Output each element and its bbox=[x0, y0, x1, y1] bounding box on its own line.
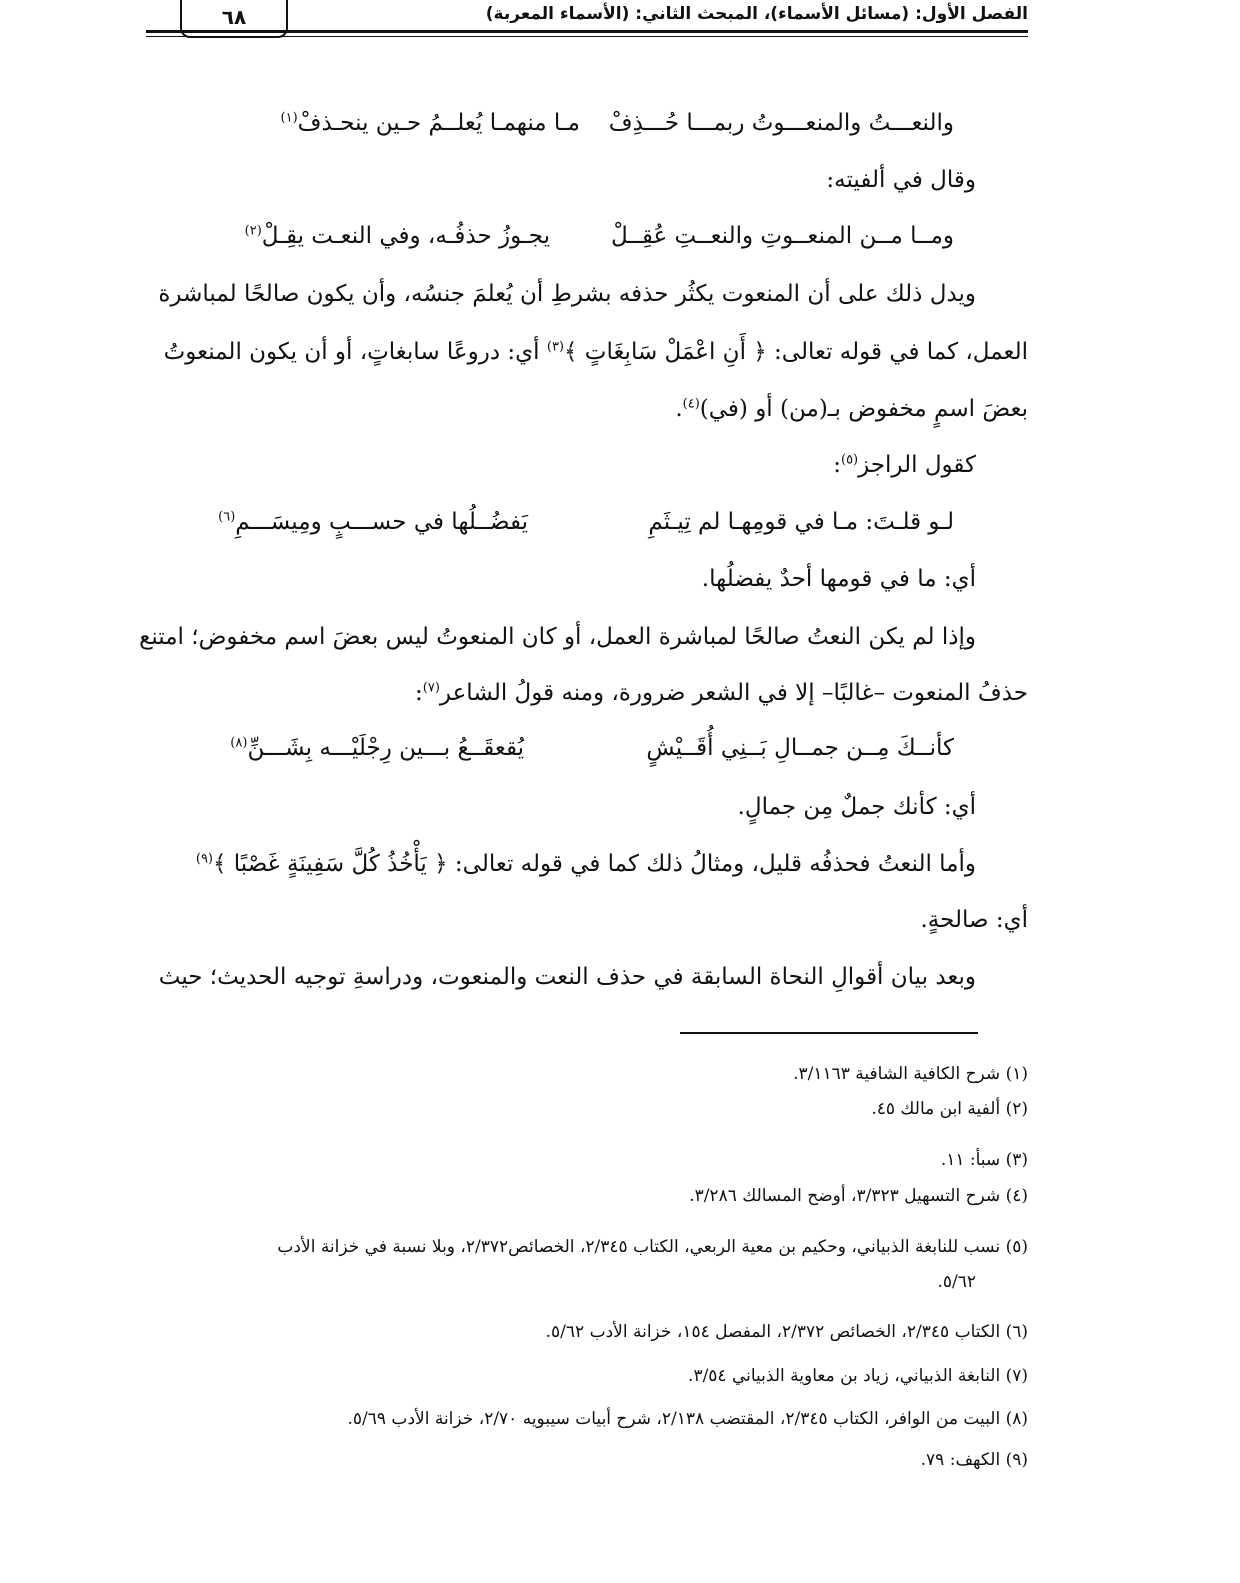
p3-line1: وأما النعتُ فحذفُه قليل، ومثالُ ذلك كما في قوله تعالى: ﴿ يَأْخُذُ كُلَّ سَفِينَةٍ غَصْبًا ﴾$^{(٩)}$ bbox=[195, 851, 976, 877]
footnote-4: (٤) شرح التسهيل ٣/٣٢٣، أوضح المسالك ٣/٢٨٦. bbox=[689, 1186, 1028, 1206]
footnote-1: (١) شرح الكافية الشافية ٣/١١٦٣. bbox=[793, 1064, 1028, 1084]
footnote-ref-9: (٩) bbox=[195, 851, 213, 867]
footnote-3: (٣) سبأ: ١١. bbox=[940, 1150, 1028, 1170]
line-ay-1: أي: ما في قومها أحدٌ يفضلُها. bbox=[701, 566, 976, 592]
p1-line3: بعضَ اسمٍ مخفوض بـ(من) أو (في)$^{(٤)}$. bbox=[675, 396, 1028, 422]
verse3-first-hemistich: لـو قلـتَ: مـا في قومِهـا لم تِيـثَمِ bbox=[648, 509, 954, 535]
p2-line1: وإذا لم يكن النعتُ صالحًا لمباشرة العمل، أو كان المنعوتُ ليس بعضَ اسم مخفوض؛ امتنع bbox=[139, 624, 976, 650]
verse1-second-hemistich: مـا منهمـا يُعلــمُ حـين ينحـذفْ$^{(١)}$ bbox=[280, 110, 580, 136]
p1-line1: ويدل ذلك على أن المنعوت يكثُر حذفه بشرطِ أن يُعلمَ جنسُه، وأن يكون صالحًا لمباشرة bbox=[158, 281, 976, 307]
footnote-ref-7: (٧) bbox=[422, 680, 440, 696]
page-number: ٦٨ bbox=[180, 0, 288, 38]
verse3-second-hemistich: يَفضُــلُها في حســـبٍ ومِيسَـــمِ$^{(٦)}$ bbox=[218, 509, 528, 535]
verse1-first-hemistich: والنعـــتُ والمنعـــوتُ ربمـــا حُـــذِفْ bbox=[608, 110, 954, 136]
footnote-ref-8: (٨) bbox=[230, 735, 248, 751]
footnote-5: (٥) نسب للنابغة الذبياني، وحكيم بن معية الربعي، الكتاب ٢/٣٤٥، الخصائص٢/٣٧٢، وبلا نسبة في خزانة الأدب bbox=[277, 1237, 1028, 1257]
line-ay-2: أي: كأنك جملٌ مِن جمالٍ. bbox=[737, 794, 976, 820]
footnote-2: (٢) ألفية ابن مالك ٤٥. bbox=[871, 1099, 1028, 1119]
footnote-ref-4: (٤) bbox=[682, 396, 700, 412]
verse4-first-hemistich: كأنــكَ مِــن جمــالِ بَــنِي أُقَــيْشٍ bbox=[646, 735, 954, 761]
footnote-7: (٧) النابغة الذبياني، زياد بن معاوية الذبياني ٣/٥٤. bbox=[688, 1366, 1028, 1386]
verse4-second-hemistich: يُقعقَــعُ بـــين رِجْلَيْـــه بِشَـــنِّ$^{(٨)}$ bbox=[230, 735, 524, 761]
footnote-ref-6: (٦) bbox=[218, 509, 236, 525]
p1-line2: العمل، كما في قوله تعالى: ﴿ أَنِ اعْمَلْ سَابِغَاتٍ ﴾$^{(٣)}$ أي: دروعًا سابغاتٍ، أو أن يكون المنعوتُ bbox=[163, 339, 1028, 365]
running-header: الفصل الأول: (مسائل الأسماء)، المبحث الثاني: (الأسماء المعربة) bbox=[485, 4, 1028, 24]
footnote-9: (٩) الكهف: ٧٩. bbox=[920, 1450, 1028, 1470]
header-rule-thick bbox=[146, 30, 1028, 33]
footnote-ref-5: (٥) bbox=[840, 452, 859, 468]
footnote-separator bbox=[680, 1032, 978, 1034]
line-ay-3: أي: صالحةٍ. bbox=[920, 907, 1028, 933]
line-qal: وقال في ألفيته: bbox=[826, 167, 976, 193]
p2-line2: حذفُ المنعوت –غالبًا– إلا في الشعر ضرورة، ومنه قولُ الشاعر$^{(٧)}$: bbox=[415, 680, 1028, 706]
footnote-ref-2: (٢) bbox=[244, 223, 262, 239]
footnote-6: (٦) الكتاب ٢/٣٤٥، الخصائص ٢/٣٧٢، المفصل ١٥٤، خزانة الأدب ٥/٦٢. bbox=[545, 1322, 1028, 1342]
footnote-8: (٨) البيت من الوافر، الكتاب ٢/٣٤٥، المقتضب ٢/١٣٨، شرح أبيات سيبويه ٢/٧٠، خزانة الأدب ٥/٦٩. bbox=[347, 1409, 1028, 1429]
p4-line1: وبعد بيان أقوالِ النحاة السابقة في حذف النعت والمنعوت، ودراسةِ توجيه الحديث؛ حيث bbox=[158, 964, 976, 990]
header-rule-thin bbox=[146, 36, 1028, 37]
chapter-subtitle: (مسائل الأسماء)، المبحث الثاني: (الأسماء المعربة) bbox=[485, 4, 910, 24]
verse2-second-hemistich: يجـوزُ حذفُـه، وفي النعـت يقِـلْ$^{(٢)}$ bbox=[244, 223, 550, 249]
line-rajiz: كقول الراجز$^{(٥)}$: bbox=[833, 452, 976, 478]
footnote-ref-1: (١) bbox=[280, 110, 298, 126]
verse2-first-hemistich: ومــا مــن المنعــوتِ والنعــتِ عُقِــلْ bbox=[610, 223, 954, 249]
chapter-title: الفصل الأول bbox=[921, 4, 1028, 24]
footnote-5-cont: ٥/٦٢. bbox=[937, 1272, 976, 1292]
footnote-ref-3: (٣) bbox=[546, 339, 564, 355]
